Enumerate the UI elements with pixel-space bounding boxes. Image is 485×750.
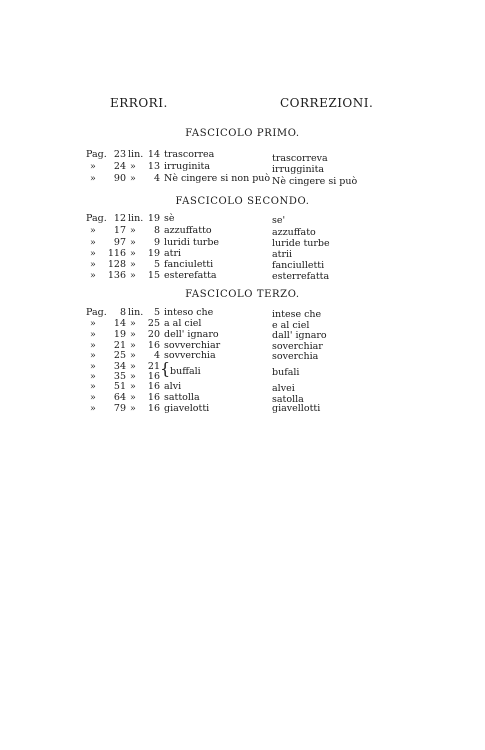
page-number: 116 [107,248,126,259]
page-number: 35 [113,371,126,382]
error-text: inteso che [164,307,214,318]
correction-text: esterrefatta [272,271,330,282]
errata-row [0,403,485,415]
ditto-mark: » [90,392,96,403]
lin-label: lin. [128,307,144,318]
line-number: 9 [153,237,160,248]
errata-row [0,161,485,173]
ditto-mark: » [130,381,136,392]
errata-row [0,270,485,282]
ditto-mark: » [90,318,96,329]
brace-mark: { [160,359,171,378]
line-number: 14 [147,149,160,160]
error-text: irruginita [164,161,210,172]
errata-row [0,225,485,237]
line-number: 16 [147,392,160,403]
correzioni-heading: CORREZIONI. [280,96,374,110]
errori-heading: ERRORI. [110,96,168,110]
ditto-mark: » [90,237,96,248]
ditto-mark: » [130,350,136,361]
error-text: esterefatta [164,270,217,281]
ditto-mark: » [90,248,96,259]
ditto-mark: » [90,381,96,392]
correction-text: soverchiar [272,341,323,352]
error-text: azzuffatto [164,225,212,236]
ditto-mark: » [90,173,96,184]
correction-text: soverchia [272,351,319,362]
ditto-mark: » [130,248,136,259]
ditto-mark: » [130,340,136,351]
page-number: 128 [107,259,126,270]
correction-text: se' [272,215,286,226]
error-text: Nè cingere si non può [164,173,271,184]
ditto-mark: » [130,237,136,248]
page-number: 19 [113,329,126,340]
line-number: 21 [147,361,160,372]
section-title-terzo: FASCICOLO TERZO. [185,289,300,300]
ditto-mark: » [130,270,136,281]
page-number: 17 [113,225,126,236]
line-number: 5 [153,259,160,270]
page-number: 14 [113,318,126,329]
error-text: luridi turbe [164,237,220,248]
error-text: sattolla [164,392,200,403]
ditto-mark: » [90,403,96,414]
page-number: 34 [113,361,126,372]
pag-label: Pag. [86,307,107,318]
line-number: 13 [147,161,160,172]
error-text: buffali [170,366,201,377]
pag-label: Pag. [86,213,107,224]
error-text: dell' ignaro [164,329,219,340]
ditto-mark: » [130,361,136,372]
correction-text: intese che [272,309,322,320]
correction-text: azzuffato [272,227,316,238]
correction-text: e al ciel [272,320,310,331]
error-text: sovverchia [164,350,216,361]
line-number: 16 [147,381,160,392]
page-number: 8 [119,307,126,318]
ditto-mark: » [90,361,96,372]
error-text: sè [164,213,175,224]
line-number: 5 [153,307,160,318]
lin-label: lin. [128,213,144,224]
errata-row [0,173,485,185]
ditto-mark: » [90,350,96,361]
page-number: 12 [113,213,126,224]
ditto-mark: » [130,403,136,414]
line-number: 20 [147,329,160,340]
pag-label: Pag. [86,149,107,160]
ditto-mark: » [130,392,136,403]
correction-text: bufali [272,367,300,378]
ditto-mark: » [130,318,136,329]
error-text: sovverchiar [164,340,221,351]
page-number: 51 [113,381,126,392]
line-number: 15 [147,270,160,281]
line-number: 4 [153,350,160,361]
ditto-mark: » [130,371,136,382]
line-number: 19 [147,248,160,259]
section-title-secondo: FASCICOLO SECONDO. [175,196,310,207]
correction-text: atrii [272,249,293,260]
correction-text: trascorreva [272,153,328,164]
error-text: fanciuletti [164,259,214,270]
ditto-mark: » [90,329,96,340]
line-number: 19 [147,213,160,224]
line-number: 8 [153,225,160,236]
page-number: 79 [113,403,126,414]
page-number: 23 [113,149,126,160]
correction-text: luride turbe [272,238,330,249]
ditto-mark: » [130,225,136,236]
errata-row-merged [0,366,485,378]
line-number: 4 [153,173,160,184]
ditto-mark: » [90,270,96,281]
correction-text: giavellotti [272,403,321,414]
page-number: 21 [113,340,126,351]
page-number: 24 [113,161,126,172]
page-number: 64 [113,392,126,403]
ditto-mark: » [90,340,96,351]
ditto-mark: » [130,259,136,270]
ditto-mark: » [90,161,96,172]
correction-text: satolla [272,394,304,405]
correction-text: alvei [272,383,295,394]
ditto-mark: » [130,161,136,172]
line-number: 25 [147,318,160,329]
page-number: 25 [113,350,126,361]
ditto-mark: » [90,259,96,270]
error-text: giavelotti [164,403,210,414]
line-number: 16 [147,371,160,382]
error-text: atri [164,248,182,259]
correction-text: Nè cingere si può [272,176,358,187]
ditto-mark: » [130,329,136,340]
page-number: 97 [113,237,126,248]
error-text: trascorrea [164,149,215,160]
line-number: 16 [147,403,160,414]
ditto-mark: » [90,371,96,382]
correction-text: fanciulletti [272,260,325,271]
error-text: a al ciel [164,318,202,329]
page-number: 90 [113,173,126,184]
errata-row [0,213,485,225]
ditto-mark: » [130,173,136,184]
error-text: alvi [164,381,182,392]
page-number: 136 [107,270,126,281]
errata-row [0,149,485,164]
correction-text: dall' ignaro [272,330,327,341]
correction-text: irrugginita [272,164,325,175]
section-title-primo: FASCICOLO PRIMO. [185,128,300,139]
lin-label: lin. [128,149,144,160]
line-number: 16 [147,340,160,351]
ditto-mark: » [90,225,96,236]
